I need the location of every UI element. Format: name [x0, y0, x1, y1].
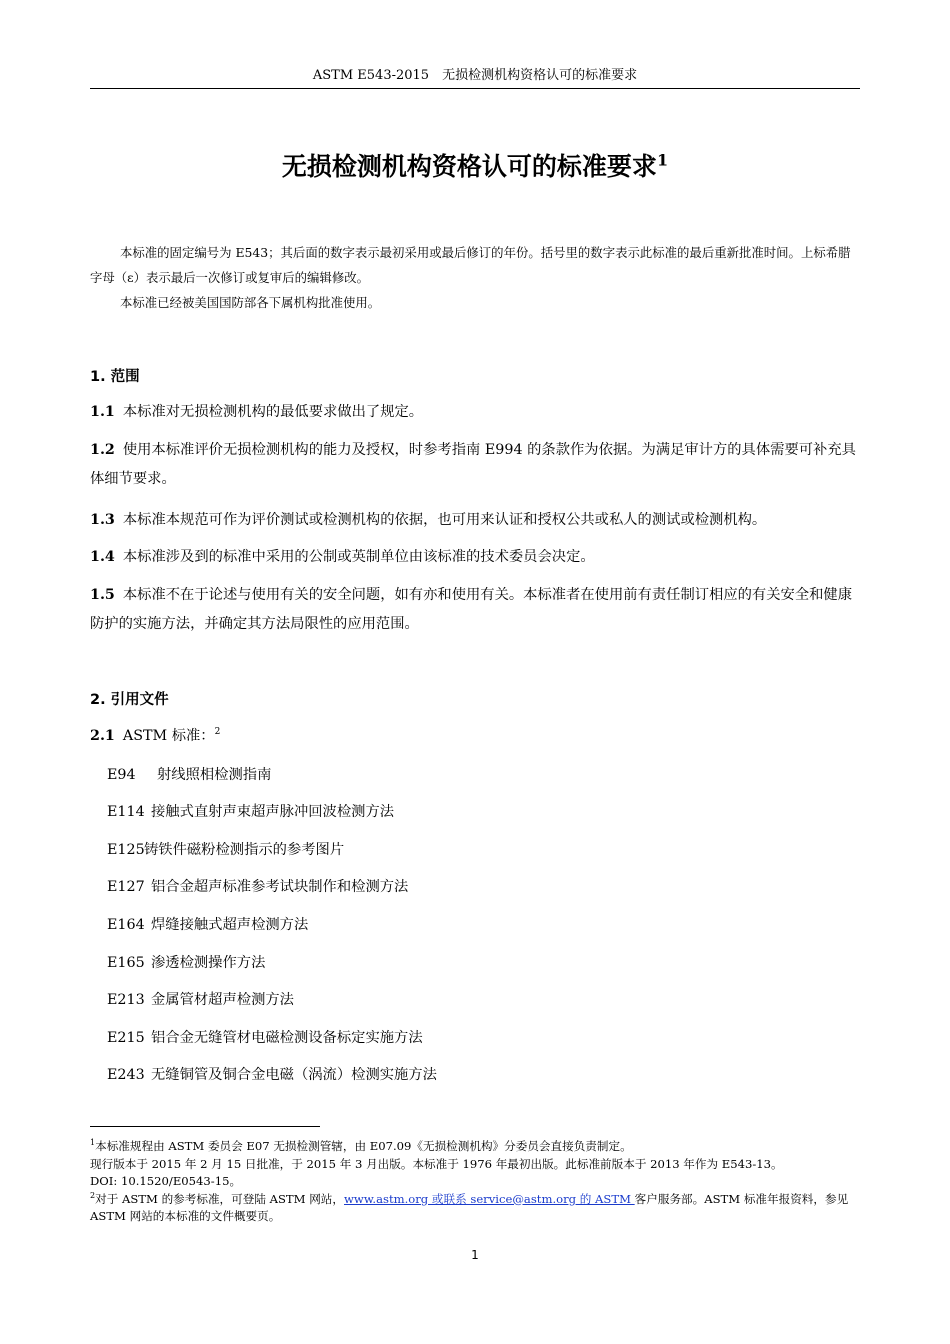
reference-title: 渗透检测操作方法 — [151, 955, 266, 971]
title-footnote-mark: 1 — [656, 150, 669, 170]
clause-text: 本标准本规范可作为评价测试或检测机构的依据，也可用来认证和授权公共或私人的测试或检测机构。 — [122, 512, 767, 528]
section-2-heading: 2. 引用文件 — [90, 692, 169, 708]
footnote-mark: 2 — [214, 727, 221, 738]
clause-number: 1.1 — [90, 404, 115, 420]
clause-1-3 — [90, 506, 860, 535]
clause-1-1 — [90, 398, 860, 427]
footnote-separator — [90, 1126, 320, 1127]
reference-code: E213 — [107, 992, 145, 1008]
title-text: 无损检测机构资格认可的标准要求 — [281, 152, 657, 181]
section-1-heading: 1. 范围 — [90, 369, 140, 385]
intro-paragraph-1: 本标准的固定编号为 E543；其后面的数字表示最初采用或最后修订的年份。括号里的数字表示此标准的最后重新批准时间。上标希腊字母（ε）表示最后一次修订或复审后的编辑修改。 — [90, 245, 851, 285]
clause-text: 本标准涉及到的标准中采用的公制或英制单位由该标准的技术委员会决定。 — [122, 549, 595, 565]
footnote-1-line-1: 本标准规程由 ASTM 委员会 E07 无损检测管辖，由 E07.09《无损检测机构》分委员会直接负责制定。 — [95, 1139, 632, 1153]
footnote-1-line-3: DOI: 10.1520/E0543-15。 — [90, 1174, 242, 1188]
reference-item — [107, 763, 271, 787]
clause-1-4 — [90, 543, 860, 572]
clause-2-1 — [90, 722, 860, 751]
clause-number: 1.5 — [90, 587, 115, 603]
reference-item — [107, 800, 394, 824]
running-header: ASTM E543-2015 无损检测机构资格认可的标准要求 — [312, 68, 638, 83]
clause-1-2 — [90, 436, 860, 494]
reference-title: 铝合金超声标准参考试块制作和检测方法 — [151, 879, 409, 895]
footnote-2-text-before: 对于 ASTM 的参考标准，可登陆 ASTM 网站， — [95, 1191, 344, 1206]
reference-item — [107, 988, 294, 1012]
reference-title: 金属管材超声检测方法 — [151, 992, 294, 1008]
clause-number: 1.4 — [90, 549, 115, 565]
reference-title: 焊缝接触式超声检测方法 — [151, 917, 309, 933]
reference-title: 铸铁件磁粉检测指示的参考图片 — [144, 842, 345, 858]
reference-title: 射线照相检测指南 — [157, 767, 272, 783]
footnote-1 — [90, 1138, 870, 1156]
reference-code: E127 — [107, 879, 145, 895]
clause-number: 2.1 — [90, 728, 115, 744]
clause-text: 使用本标准评价无损检测机构的能力及授权，时参考指南 E994 的条款作为依据。为满足审计方的具体需要可补充具体细节要求。 — [90, 442, 856, 487]
astm-website-link[interactable]: www.astm.org 或联系 service@astm.org 的 ASTM — [344, 1191, 635, 1206]
reference-item — [107, 1026, 423, 1050]
footnote-mark: 2 — [90, 1190, 96, 1200]
reference-code: E164 — [107, 917, 145, 933]
footnote-1-line-2: 现行版本于 2015 年 2 月 15 日批准，于 2015 年 3 月出版。本标准于 1976 年最初出版。此标准前版本于 2013 年作为 E543-13。 — [90, 1156, 783, 1171]
reference-item — [107, 913, 308, 937]
document-title — [90, 147, 860, 187]
reference-item — [107, 951, 265, 975]
clause-number: 1.2 — [90, 442, 115, 458]
reference-title: 接触式直射声束超声脉冲回波检测方法 — [151, 804, 395, 820]
clause-text: ASTM 标准： — [122, 728, 215, 744]
reference-code: E94 — [107, 767, 136, 783]
footnotes — [90, 1138, 870, 1226]
reference-code: E165 — [107, 955, 145, 971]
header-rule — [90, 88, 860, 89]
intro-block — [90, 240, 860, 315]
reference-code: E114 — [107, 804, 145, 820]
clause-text: 本标准对无损检测机构的最低要求做出了规定。 — [122, 404, 424, 420]
footnote-2-text-after: 客户服务部。ASTM 标准年报资料，参见 ASTM 网站的本标准的文件概要页。 — [90, 1191, 849, 1223]
reference-item — [107, 875, 408, 899]
footnote-2 — [90, 1191, 870, 1226]
clause-number: 1.3 — [90, 512, 115, 528]
reference-title: 铝合金无缝管材电磁检测设备标定实施方法 — [151, 1030, 423, 1046]
footnote-mark: 1 — [90, 1138, 96, 1148]
page-number: 1 — [471, 1248, 479, 1262]
clause-1-5 — [90, 581, 860, 639]
reference-title: 无缝铜管及铜合金电磁（涡流）检测实施方法 — [151, 1067, 437, 1083]
reference-code: E215 — [107, 1030, 145, 1046]
reference-item — [107, 838, 344, 862]
reference-item — [107, 1063, 437, 1087]
intro-paragraph-2: 本标准已经被美国国防部各下属机构批准使用。 — [120, 295, 381, 310]
clause-text: 本标准不在于论述与使用有关的安全问题，如有亦和使用有关。本标准者在使用前有责任制订相应的有关安全和健康防护的实施方法，并确定其方法局限性的应用范围。 — [90, 587, 853, 632]
reference-code: E243 — [107, 1067, 145, 1083]
reference-code: E125 — [107, 842, 145, 858]
